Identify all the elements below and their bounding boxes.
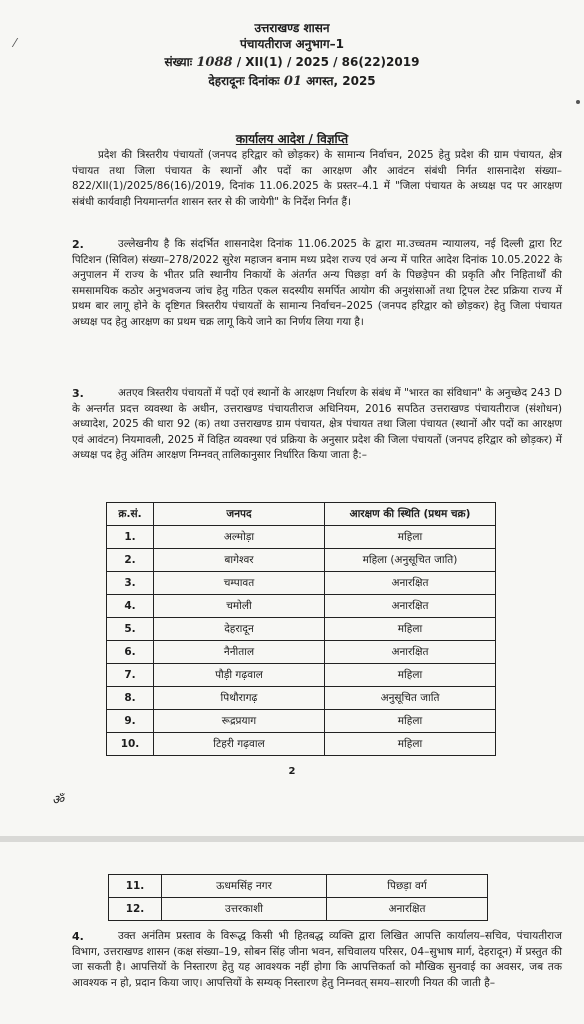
district-cell: ऊधमसिंह नगर: [162, 875, 327, 898]
reservation-table-continued: [108, 874, 488, 921]
table-row: [107, 733, 496, 756]
district-cell: अल्मोड़ा: [154, 526, 325, 549]
serial-cell: 5.: [107, 618, 154, 641]
serial-cell: 3.: [107, 572, 154, 595]
district-cell: रूद्रप्रयाग: [154, 710, 325, 733]
date-label: देहरादूनः दिनांकः: [208, 74, 280, 88]
reservation-table: [106, 502, 496, 756]
district-cell: चमोली: [154, 595, 325, 618]
table-row: [109, 875, 488, 898]
status-cell: अनारक्षित: [325, 641, 496, 664]
district-cell: नैनीताल: [154, 641, 325, 664]
number-label: संख्याः: [164, 55, 193, 69]
serial-cell: 10.: [107, 733, 154, 756]
page-two: [0, 842, 584, 1024]
paragraph-4: उक्त अनंतिम प्रस्ताव के विरूद्ध किसी भी हितबद्ध व्यक्ति द्वारा लिखित आपत्ति कार्यालय–सचिव, पंचायतीराज विभाग, उत्तराखण्ड शासन (कक्ष संख्या–19, सोबन सिंह जीना भवन, सचिवालय परिसर, 04–सुभाष मार्ग, देहरादून) में प्रस्तुत की जा सकती है। आपत्तियों के निस्तारण हेतु यह आवश्यक नहीं होगा कि आपत्तिकर्ता को मौखिक सुनवाई का अवसर, जब तक आवश्यक न हो, प्रदान किया जाए। आपत्तियों के सम्यक् निस्तारण हेतु निम्नवत् समय–सारणी नियत की जाती है–: [72, 930, 562, 989]
table-row: [107, 526, 496, 549]
serial-cell: 7.: [107, 664, 154, 687]
serial-cell: 9.: [107, 710, 154, 733]
table-row: [107, 549, 496, 572]
status-cell: महिला: [325, 733, 496, 756]
header-serial: क्र.सं.: [107, 503, 154, 526]
serial-cell: 1.: [107, 526, 154, 549]
handwritten-number: 1088: [196, 55, 233, 70]
serial-cell: 12.: [109, 898, 162, 921]
table-row: [107, 618, 496, 641]
header-reservation-status: आरक्षण की स्थिति (प्रथम चक्र): [325, 503, 496, 526]
number-rest: / XII(1) / 2025 / 86(22)2019: [236, 55, 420, 69]
table-row: [107, 595, 496, 618]
section-name: पंचायतीराज अनुभाग–1: [239, 37, 345, 51]
table-row: [107, 687, 496, 710]
serial-cell: 2.: [107, 549, 154, 572]
serial-cell: 4.: [107, 595, 154, 618]
paragraph-3: अतएव त्रिस्तरीय पंचायतों में पदों एवं स्थानों के आरक्षण निर्धारण के संबंध में "भारत का संविधान" के अनुच्छेद 243 D के अन्तर्गत प्रदत्त व्यवस्था के अधीन, उत्तराखण्ड पंचायतीराज अधिनियम, 2016 सपठित उत्तराखण्ड पंचायतीराज (संशोधन) अध्यादेश, 2025 की धारा 92 (क) तथा उत्तराखण्ड ग्राम पंचायत, क्षेत्र पंचायत तथा जिला पंचायत (स्थानों और पदों का आरक्षण एवं आवंटन) नियमावली, 2025 में विहित व्यवस्था एवं प्रक्रिया के अनुसार प्रदेश की जिला पंचायतों (जनपद हरिद्वार को छोड़कर) में अध्यक्ष पद हेतु अंतिम आरक्षण निम्नवत् तालिकानुसार निर्धारित किया जाता है:–: [72, 387, 562, 462]
district-cell: चम्पावत: [154, 572, 325, 595]
order-title: कार्यालय आदेश / विज्ञप्ति: [235, 132, 349, 146]
table-row: [107, 572, 496, 595]
status-cell: अनारक्षित: [325, 572, 496, 595]
serial-cell: 6.: [107, 641, 154, 664]
table-row: [107, 641, 496, 664]
date-rest: अगस्त, 2025: [306, 74, 376, 88]
paragraph-4-number: 4.: [72, 930, 84, 943]
paragraph-1: प्रदेश की त्रिस्तरीय पंचायतों (जनपद हरिद्वार को छोड़कर) के सामान्य निर्वाचन, 2025 हेतु प्रदेश की ग्राम पंचायत, क्षेत्र पंचायत तथा जिला पंचायत के स्थानों और पदों का आरक्षण और आवंटन संबंधी निर्गत शासनादेश संख्या–822/XII(1)/2025/86(16)/2019, दिनांक 11.06.2025 के प्रस्तर–4.1 में "जिला पंचायत के अध्यक्ष पद पर आरक्षण संबंधी कार्यवाही नियमान्तर्गत शासन स्तर से की जायेगी" के निर्देश निर्गत हैं।: [72, 149, 562, 208]
district-cell: पौड़ी गढ़वाल: [154, 664, 325, 687]
district-cell: टिहरी गढ़वाल: [154, 733, 325, 756]
status-cell: महिला: [325, 618, 496, 641]
letter-header: [0, 20, 584, 90]
district-cell: बागेश्वर: [154, 549, 325, 572]
serial-cell: 11.: [109, 875, 162, 898]
margin-dot: [576, 100, 580, 104]
status-cell: महिला: [325, 710, 496, 733]
status-cell: पिछड़ा वर्ग: [327, 875, 488, 898]
handwritten-margin-mark: ॐ: [52, 793, 64, 808]
page-number: 2: [288, 766, 296, 777]
status-cell: अनारक्षित: [327, 898, 488, 921]
status-cell: महिला: [325, 664, 496, 687]
status-cell: महिला: [325, 526, 496, 549]
district-cell: उत्तरकाशी: [162, 898, 327, 921]
table-row: [109, 898, 488, 921]
table-row: [107, 710, 496, 733]
table-header-row: [107, 503, 496, 526]
paragraph-2-number: 2.: [72, 238, 84, 251]
date-line: [0, 73, 584, 90]
serial-cell: 8.: [107, 687, 154, 710]
status-cell: महिला (अनुसूचित जाति): [325, 549, 496, 572]
govt-name: उत्तराखण्ड शासन: [254, 21, 330, 35]
status-cell: अनुसूचित जाति: [325, 687, 496, 710]
paragraph-2: उल्लेखनीय है कि संदर्भित शासनादेश दिनांक 11.06.2025 के द्वारा मा.उच्चतम न्यायालय, नई दिल्ली द्वारा रिट पिटिशन (सिविल) संख्या–278/2022 सुरेश महाजन बनाम मध्य प्रदेश राज्य एवं अन्य में पारित आदेश दिनांक 10.05.2022 के अनुपालन में राज्य के भीतर प्रति स्थानीय निकायों के अंतर्गत अन्य पिछड़ा वर्ग के पिछड़ेपन की प्रकृति और निहितार्थों की समसामयिक कठोर अनुभवजन्य जांच हेतु गठित एकल सदस्यीय समर्पित आयोग की अनुशंसाओं तथा ट्रिपल टेस्ट प्रक्रिया राज्य में प्रथम बार लागू होने के दृष्टिगत त्रिस्तरीय पंचायतों के सामान्य निर्वाचन–2025 (जनपद हरिद्वार को छोड़कर) हेतु जिला पंचायत अध्यक्ष पद हेतु आरक्षण का प्रथम चक्र लागू किये जाने का निर्णय लिया गया है।: [72, 238, 562, 328]
district-cell: पिथौरागढ़: [154, 687, 325, 710]
paragraph-3-number: 3.: [72, 387, 84, 400]
status-cell: अनारक्षित: [325, 595, 496, 618]
handwritten-date: 01: [283, 74, 302, 89]
reference-number-line: [0, 54, 584, 71]
table-row: [107, 664, 496, 687]
header-district: जनपद: [154, 503, 325, 526]
margin-tick-mark: ⁄: [14, 36, 17, 50]
district-cell: देहरादून: [154, 618, 325, 641]
